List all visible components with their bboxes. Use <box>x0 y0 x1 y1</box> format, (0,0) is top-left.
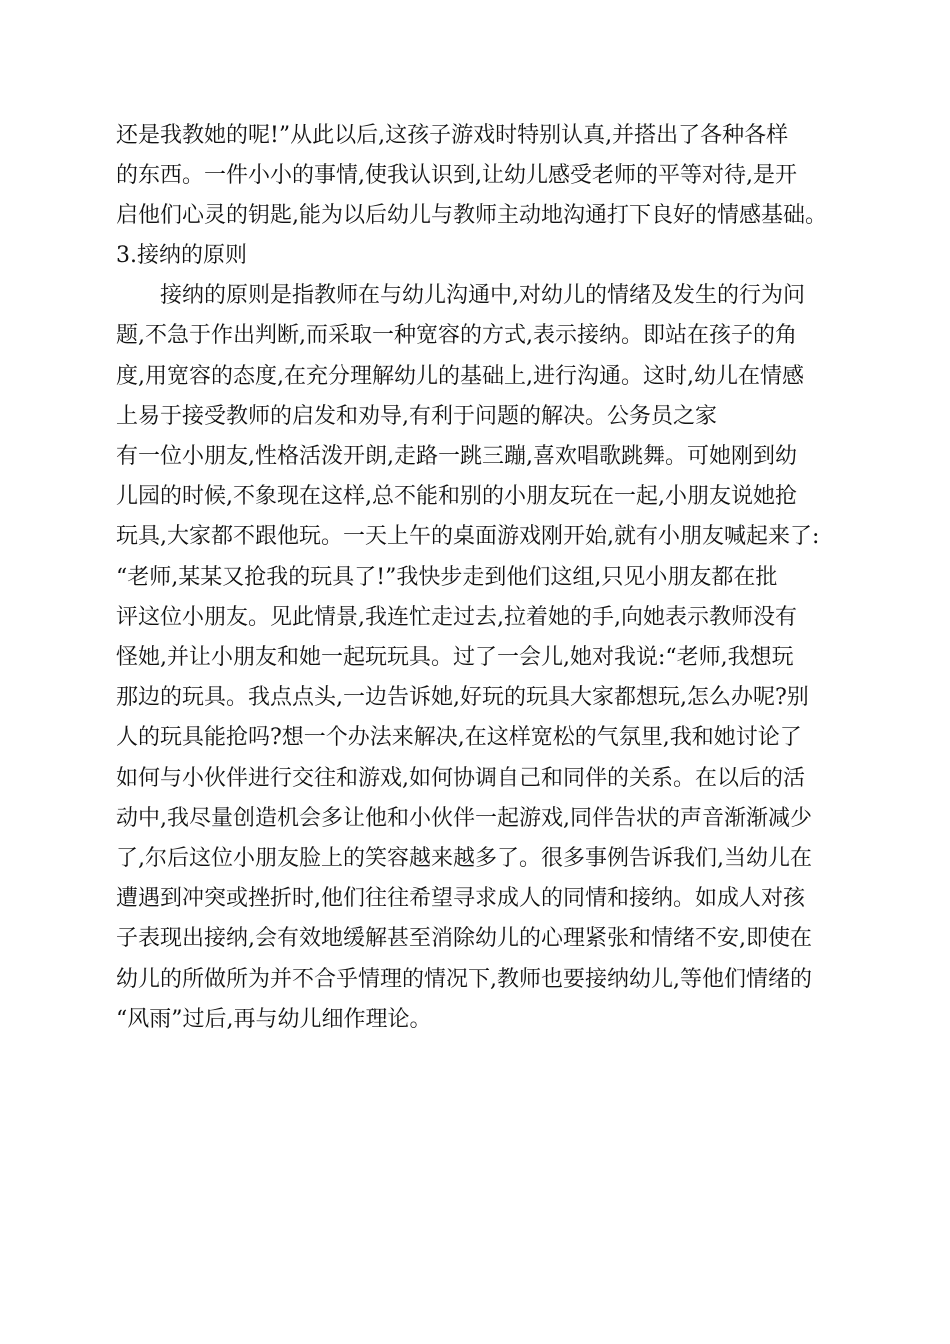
text-line: 子表现出接纳,会有效地缓解甚至消除幼儿的心理紧张和情绪不安,即使在 <box>116 926 812 951</box>
section-heading: 3.接纳的原则 <box>116 243 247 268</box>
text-line: 怪她,并让小朋友和她一起玩玩具。过了一会儿,她对我说:“老师,我想玩 <box>116 645 794 670</box>
text-line: 接纳的原则是指教师在与幼儿沟通中,对幼儿的情绪及发生的行为问 <box>160 283 805 308</box>
text-line: 动中,我尽量创造机会多让他和小伙伴一起游戏,同伴告状的声音渐渐减少 <box>116 806 812 831</box>
text-line: 评这位小朋友。见此情景,我连忙走过去,拉着她的手,向她表示教师没有 <box>116 605 797 630</box>
text-line: 幼儿的所做所为并不合乎情理的情况下,教师也要接纳幼儿,等他们情绪的 <box>116 967 812 992</box>
text-line: “风雨”过后,再与幼儿细作理论。 <box>116 1007 432 1032</box>
text-line: 那边的玩具。我点点头,一边告诉她,好玩的玩具大家都想玩,怎么办呢?别 <box>116 685 809 710</box>
text-line: 上易于接受教师的启发和劝导,有利于问题的解决。公务员之家 <box>116 404 717 429</box>
text-line: “老师,某某又抢我的玩具了!”我快步走到他们这组,只见小朋友都在批 <box>116 565 778 590</box>
text-line: 人的玩具能抢吗?想一个办法来解决,在这样宽松的气氛里,我和她讨论了 <box>116 725 802 750</box>
text-line: 启他们心灵的钥匙,能为以后幼儿与教师主动地沟通打下良好的情感基础。 <box>116 203 827 228</box>
text-line: 儿园的时候,不象现在这样,总不能和别的小朋友玩在一起,小朋友说她抢 <box>116 484 797 509</box>
text-line: 有一位小朋友,性格活泼开朗,走路一跳三蹦,喜欢唱歌跳舞。可她刚到幼 <box>116 444 797 469</box>
text-line: 玩具,大家都不跟他玩。一天上午的桌面游戏刚开始,就有小朋友喊起来了: <box>116 524 820 549</box>
text-line: 度,用宽容的态度,在充分理解幼儿的基础上,进行沟通。这时,幼儿在情感 <box>116 364 804 389</box>
text-line: 还是我教她的呢!”从此以后,这孩子游戏时特别认真,并搭出了各种各样 <box>116 123 789 148</box>
text-line: 了,尔后这位小朋友脸上的笑容越来越多了。很多事例告诉我们,当幼儿在 <box>116 846 812 871</box>
text-line: 如何与小伙伴进行交往和游戏,如何协调自己和同伴的关系。在以后的活 <box>116 766 805 791</box>
text-line: 遭遇到冲突或挫折时,他们往往希望寻求成人的同情和接纳。如成人对孩 <box>116 886 805 911</box>
text-line: 题,不急于作出判断,而采取一种宽容的方式,表示接纳。即站在孩子的角 <box>116 323 797 348</box>
text-line: 的东西。一件小小的事情,使我认识到,让幼儿感受老师的平等对待,是开 <box>116 163 797 188</box>
